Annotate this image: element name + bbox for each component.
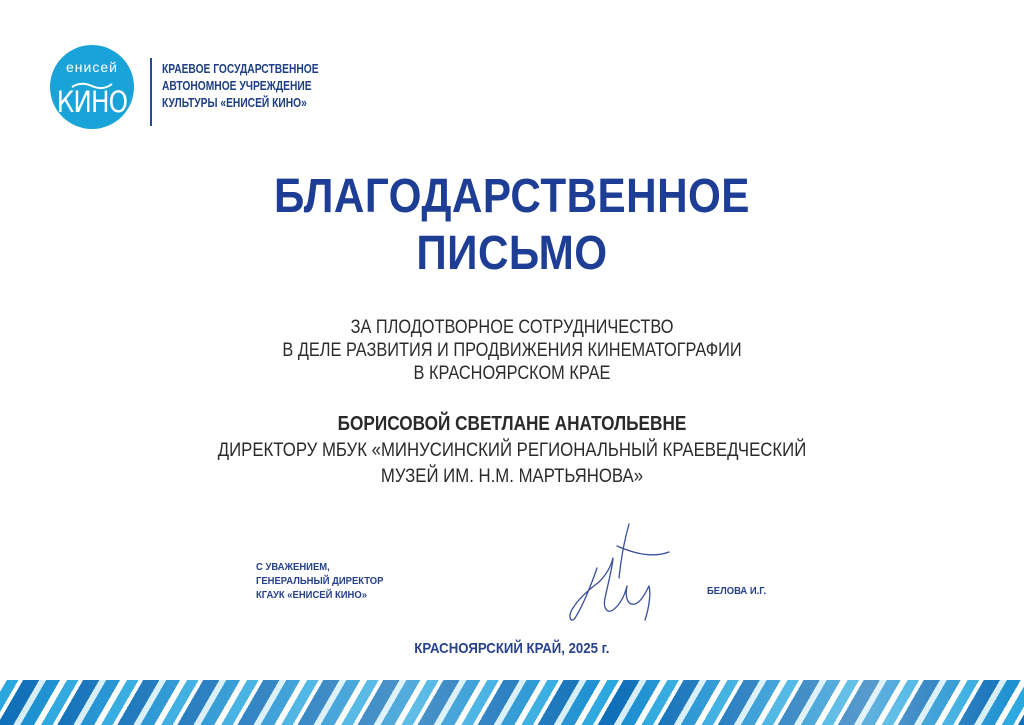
signatory-name: БЕЛОВА И.Г. bbox=[707, 585, 767, 597]
place-and-date: КРАСНОЯРСКИЙ КРАЙ, 2025 г. bbox=[414, 640, 610, 657]
recipient-block bbox=[72, 411, 953, 489]
decorative-stripe-highlight bbox=[0, 680, 1024, 725]
title-line-2: ПИСЬМО bbox=[416, 227, 608, 280]
signatory-line-1: С УВАЖЕНИЕМ, bbox=[256, 561, 330, 573]
organization-line: КУЛЬТУРЫ «ЕНИСЕЙ КИНО» bbox=[162, 96, 307, 110]
logo-top-text: енисей bbox=[66, 59, 118, 75]
organization-line: АВТОНОМНОЕ УЧРЕЖДЕНИЕ bbox=[162, 79, 312, 93]
gratitude-reason bbox=[72, 316, 953, 385]
organization-divider bbox=[150, 58, 152, 126]
recipient-name: БОРИСОВОЙ СВЕТЛАНЕ АНАТОЛЬЕВНЕ bbox=[337, 413, 687, 435]
organization-line: КРАЕВОЕ ГОСУДАРСТВЕННОЕ bbox=[162, 62, 319, 76]
signatory-title bbox=[256, 560, 383, 602]
title-line-1: БЛАГОДАРСТВЕННОЕ bbox=[274, 170, 750, 223]
signatory-line-2: ГЕНЕРАЛЬНЫЙ ДИРЕКТОР bbox=[256, 575, 384, 587]
logo-bottom-text: КИНО bbox=[56, 85, 128, 119]
reason-line-2: В ДЕЛЕ РАЗВИТИЯ И ПРОДВИЖЕНИЯ КИНЕМАТОГРАФИИ bbox=[282, 340, 742, 361]
recipient-position-line-2: МУЗЕЙ ИМ. Н.М. МАРТЬЯНОВА» bbox=[380, 465, 644, 487]
reason-line-1: ЗА ПЛОДОТВОРНОЕ СОТРУДНИЧЕСТВО bbox=[350, 317, 674, 338]
handwritten-signature bbox=[555, 518, 675, 638]
document-title bbox=[61, 168, 962, 282]
signatory-line-3: КГАУК «ЕНИСЕЙ КИНО» bbox=[256, 589, 367, 601]
recipient-position-line-1: ДИРЕКТОРУ МБУК «МИНУСИНСКИЙ РЕГИОНАЛЬНЫЙ КРАЕВЕДЧЕСКИЙ bbox=[217, 439, 807, 461]
reason-line-3: В КРАСНОЯРСКОМ КРАЕ bbox=[413, 363, 611, 384]
enisey-kino-logo bbox=[50, 45, 134, 129]
organization-name bbox=[162, 61, 326, 112]
